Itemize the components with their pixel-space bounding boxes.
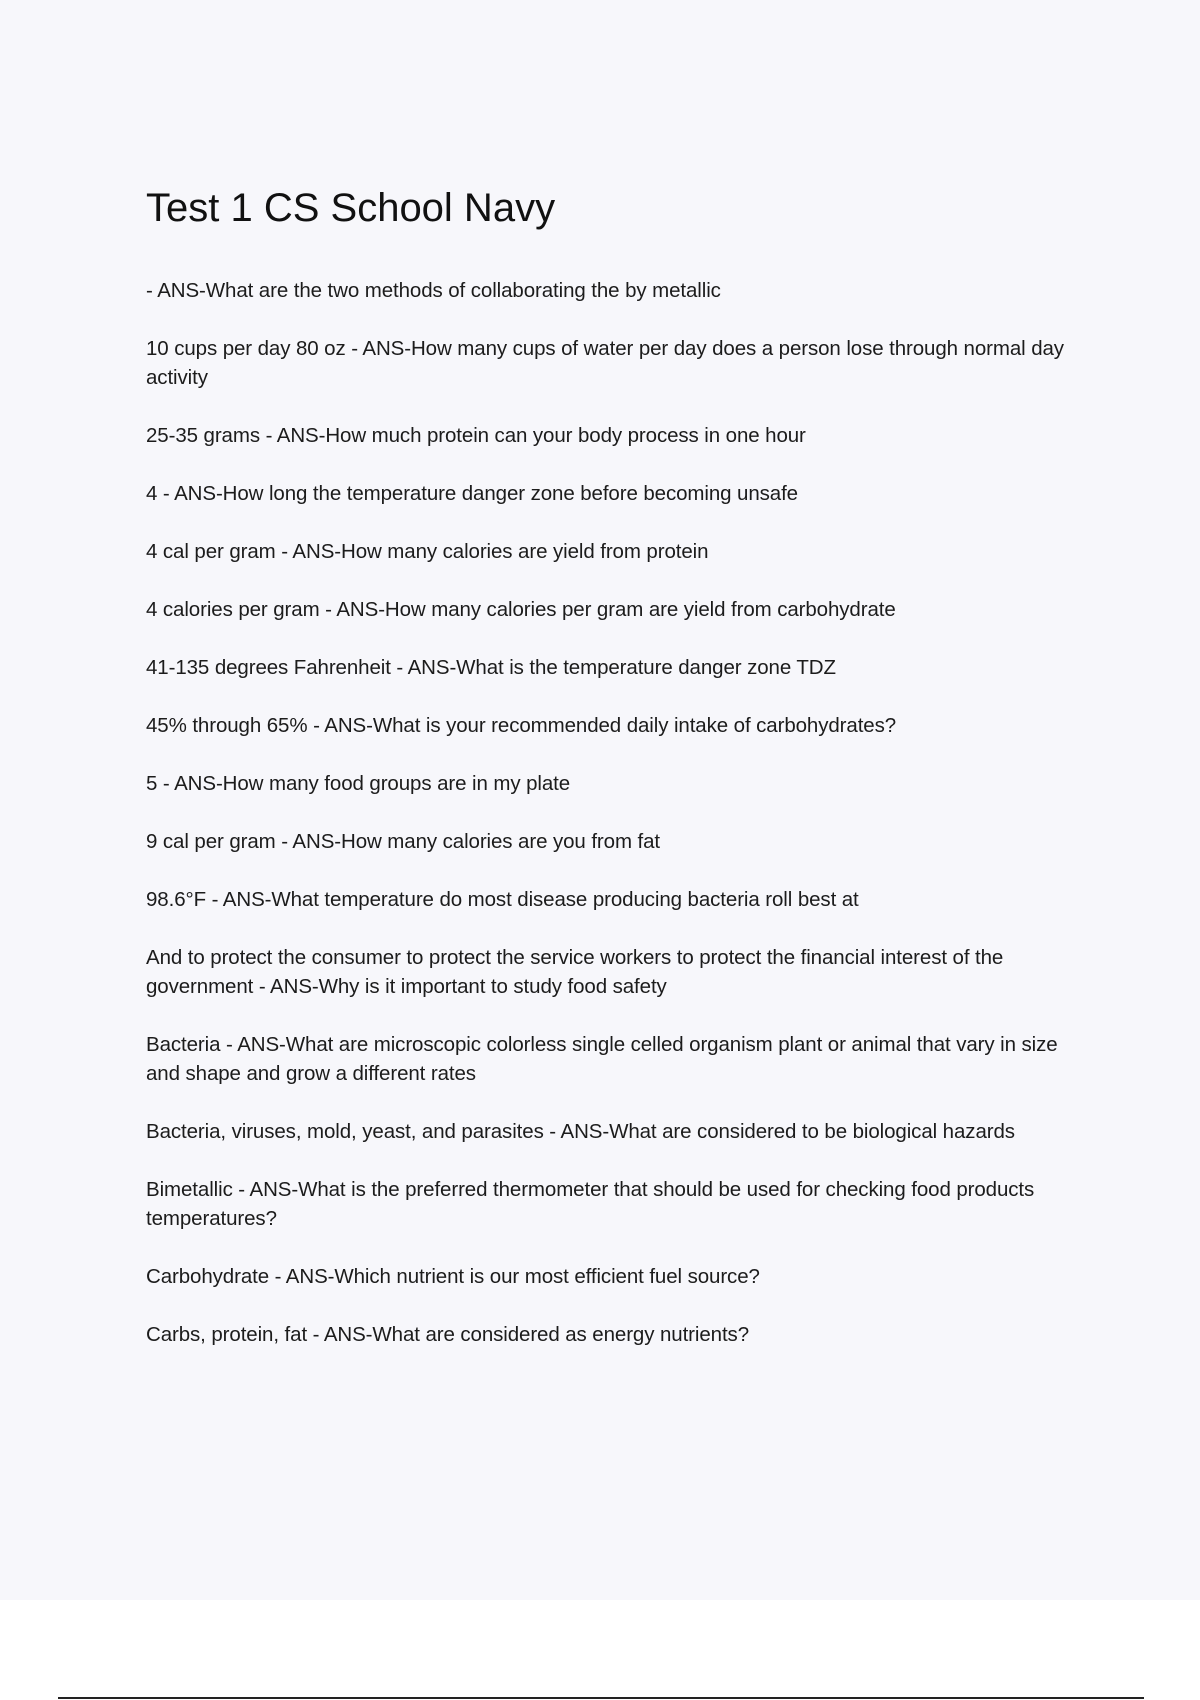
qa-item: Bacteria, viruses, mold, yeast, and parasites - ANS-What are considered to be biological hazards — [146, 1120, 1015, 1143]
qa-item: 45% through 65% - ANS-What is your recommended daily intake of carbohydrates? — [146, 714, 897, 737]
qa-item: Carbohydrate - ANS-Which nutrient is our most efficient fuel source? — [146, 1265, 760, 1288]
qa-item: 9 cal per gram - ANS-How many calories are you from fat — [146, 830, 661, 853]
document-title: Test 1 CS School Navy — [146, 186, 556, 230]
qa-item: 25-35 grams - ANS-How much protein can your body process in one hour — [146, 424, 806, 447]
qa-item: 5 - ANS-How many food groups are in my plate — [146, 772, 571, 795]
qa-item: 10 cups per day 80 oz - ANS-How many cups of water per day does a person lose through normal day activity — [146, 337, 1064, 389]
qa-item: Bimetallic - ANS-What is the preferred thermometer that should be used for checking food products temperatures? — [146, 1178, 1035, 1230]
qa-list — [146, 276, 1086, 1378]
qa-item: - ANS-What are the two methods of collaborating the by metallic — [146, 279, 721, 302]
qa-item: 98.6°F - ANS-What temperature do most disease producing bacteria roll best at — [146, 888, 859, 911]
footer-divider — [58, 1697, 1144, 1699]
qa-item: Bacteria - ANS-What are microscopic colorless single celled organism plant or animal that vary in size and shape and grow a different rates — [146, 1033, 1058, 1085]
qa-item: Carbs, protein, fat - ANS-What are considered as energy nutrients? — [146, 1323, 750, 1346]
qa-item: 4 - ANS-How long the temperature danger zone before becoming unsafe — [146, 482, 798, 505]
qa-item: And to protect the consumer to protect the service workers to protect the financial interest of the government - ANS-Why is it important to study food safety — [146, 946, 1004, 998]
qa-item: 4 calories per gram - ANS-How many calories per gram are yield from carbohydrate — [146, 598, 896, 621]
qa-item: 41-135 degrees Fahrenheit - ANS-What is the temperature danger zone TDZ — [146, 656, 836, 679]
qa-item: 4 cal per gram - ANS-How many calories are yield from protein — [146, 540, 709, 563]
